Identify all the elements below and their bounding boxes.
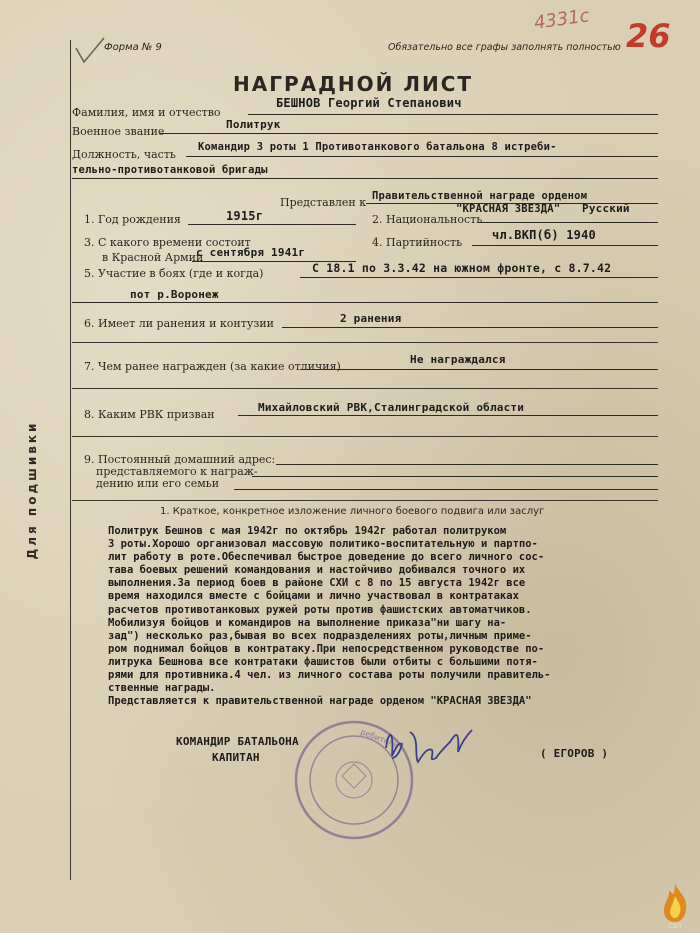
form-number: Форма № 9 <box>104 42 162 53</box>
nationality-label: 2. Национальность <box>372 213 483 226</box>
fill-all-notice: Обязательно все графы заполнять полностью <box>388 42 621 53</box>
name-label: Фамилия, имя и отчество <box>72 106 221 119</box>
birth-year-underline <box>188 224 356 225</box>
handwritten-archive-number: 4331с <box>532 5 591 34</box>
nationality-underline <box>478 222 658 223</box>
binding-margin-line <box>70 40 71 880</box>
rank-underline <box>160 133 658 134</box>
prior-awards-label: 7. Чем ранее награжден (за какие отличия) <box>84 360 341 373</box>
address-underline-1 <box>276 464 658 465</box>
rank-value: Политрук <box>226 118 281 131</box>
wounds-label: 6. Имеет ли ранения и контузии <box>84 317 274 330</box>
position-value-line1: Командир 3 роты 1 Противотанкового батальона 8 истреби- <box>198 141 557 153</box>
name-value: БЕШНОВ Георгий Степанович <box>276 96 462 110</box>
separator <box>72 388 658 389</box>
battles-value-line2: пот р.Воронеж <box>130 288 219 301</box>
summary-line: литрука Бешнова все контратаки фашистов были отбиты с большими потя- <box>108 655 538 668</box>
army-since-label-2: в Красной Армии <box>102 251 204 264</box>
battles-underline-1 <box>300 277 658 278</box>
summary-line: ром поднимал бойцов в контратаку.При непосредственном руководстве по- <box>108 642 545 655</box>
presented-value-line2: "КРАСНАЯ ЗВЕЗДА" <box>456 203 561 215</box>
separator <box>72 500 658 501</box>
svg-text:В. Егоров: В. Егоров <box>380 712 386 713</box>
presented-label: Представлен к <box>280 196 367 209</box>
binding-label: Для подшивки <box>25 420 39 560</box>
summary-line: Представляется к правительственной награде орденом "КРАСНАЯ ЗВЕЗДА" <box>108 695 532 708</box>
birth-year-label: 1. Год рождения <box>84 213 181 226</box>
rvk-label: 8. Каким РВК призван <box>84 408 215 421</box>
prior-awards-underline <box>300 369 658 370</box>
summary-line: ственные награды. <box>108 682 216 695</box>
party-label: 4. Партийность <box>372 236 463 249</box>
address-label-1: 9. Постоянный домашний адрес: <box>84 453 276 466</box>
battles-value-line1: С 18.1 по 3.3.42 на южном фронте, с 8.7.42 <box>312 261 612 275</box>
wounds-value: 2 ранения <box>340 312 402 325</box>
party-value: чл.ВКП(б) 1940 <box>492 228 596 242</box>
position-underline-2 <box>72 178 658 179</box>
summary-line: Мобилизуя бойцов и командиров на выполнение приказа"ни шагу на- <box>108 616 507 629</box>
summary-line: 3 роты.Хорошо организовал массовую политико-воспитательную и партпо- <box>108 538 538 551</box>
summary-heading: 1. Краткое, конкретное изложение личного боевого подвига или заслуг <box>160 506 545 517</box>
summary-line: время находился вместе с бойцами и лично участвовал в контратаках <box>108 590 519 603</box>
party-underline <box>472 245 658 246</box>
summary-line: выполнения.За период боев в районе СХИ с 8 по 15 августа 1942г все <box>108 577 526 590</box>
summary-text <box>108 525 668 708</box>
birth-year-value: 1915г <box>226 209 264 223</box>
handwritten-signature <box>380 712 490 782</box>
page-title: НАГРАДНОЙ ЛИСТ <box>233 72 474 96</box>
separator <box>72 342 658 343</box>
svg-text:ребитель: ребитель <box>359 727 400 750</box>
rvk-underline <box>238 415 658 416</box>
pencil-check-icon <box>72 34 108 68</box>
summary-line: лит работу в роте.Обеспечивал быстрое доведение до всего личного сос- <box>108 551 545 564</box>
address-underline-3 <box>234 489 658 490</box>
handwritten-red-number: 26 <box>626 17 671 55</box>
prior-awards-value: Не награждался <box>410 353 506 366</box>
separator <box>72 436 658 437</box>
position-label: Должность, часть <box>72 148 176 161</box>
battles-underline-2 <box>72 302 658 303</box>
commander-title: КОМАНДИР БАТАЛЬОНА <box>176 735 299 748</box>
address-label-2: представляемого к награж- <box>96 465 258 478</box>
address-underline-2 <box>252 476 658 477</box>
address-label-3: дению или его семьи <box>96 477 220 490</box>
commander-name: ( ЕГОРОВ ) <box>540 747 609 760</box>
summary-line: Политрук Бешнов с мая 1942г по октябрь 1942г работал политруком <box>108 525 507 537</box>
flame-logo-icon <box>656 882 694 930</box>
army-since-label-1: 3. С какого времени состоит <box>84 236 251 249</box>
svg-text:СДЛ: СДЛ <box>668 923 682 930</box>
wounds-underline <box>282 327 658 328</box>
presented-value-line1: Правительственной награде орденом <box>372 190 588 202</box>
summary-line: зад") несколько раз,бывая во всех подразделениях роты,личным приме- <box>108 629 532 642</box>
nationality-value: Русский <box>582 202 630 215</box>
battles-label: 5. Участие в боях (где и когда) <box>84 267 264 280</box>
summary-line: рями для противника.4 чел. из личного состава роты получили правитель- <box>108 669 551 682</box>
summary-line: расчетов противотанковых ружей роты против фашистских автоматчиков. <box>108 603 532 616</box>
summary-line: тава боевых решений командования и настойчиво добивался точного их <box>108 564 526 577</box>
name-underline <box>248 114 658 115</box>
position-underline-1 <box>186 156 658 157</box>
rank-label: Военное звание <box>72 125 165 138</box>
army-since-value: с сентября 1941г <box>196 246 306 259</box>
rvk-value: Михайловский РВК,Сталинградской области <box>258 401 525 414</box>
position-value-line2: тельно-противотанковой бригады <box>72 164 268 176</box>
commander-rank: КАПИТАН <box>212 751 260 764</box>
